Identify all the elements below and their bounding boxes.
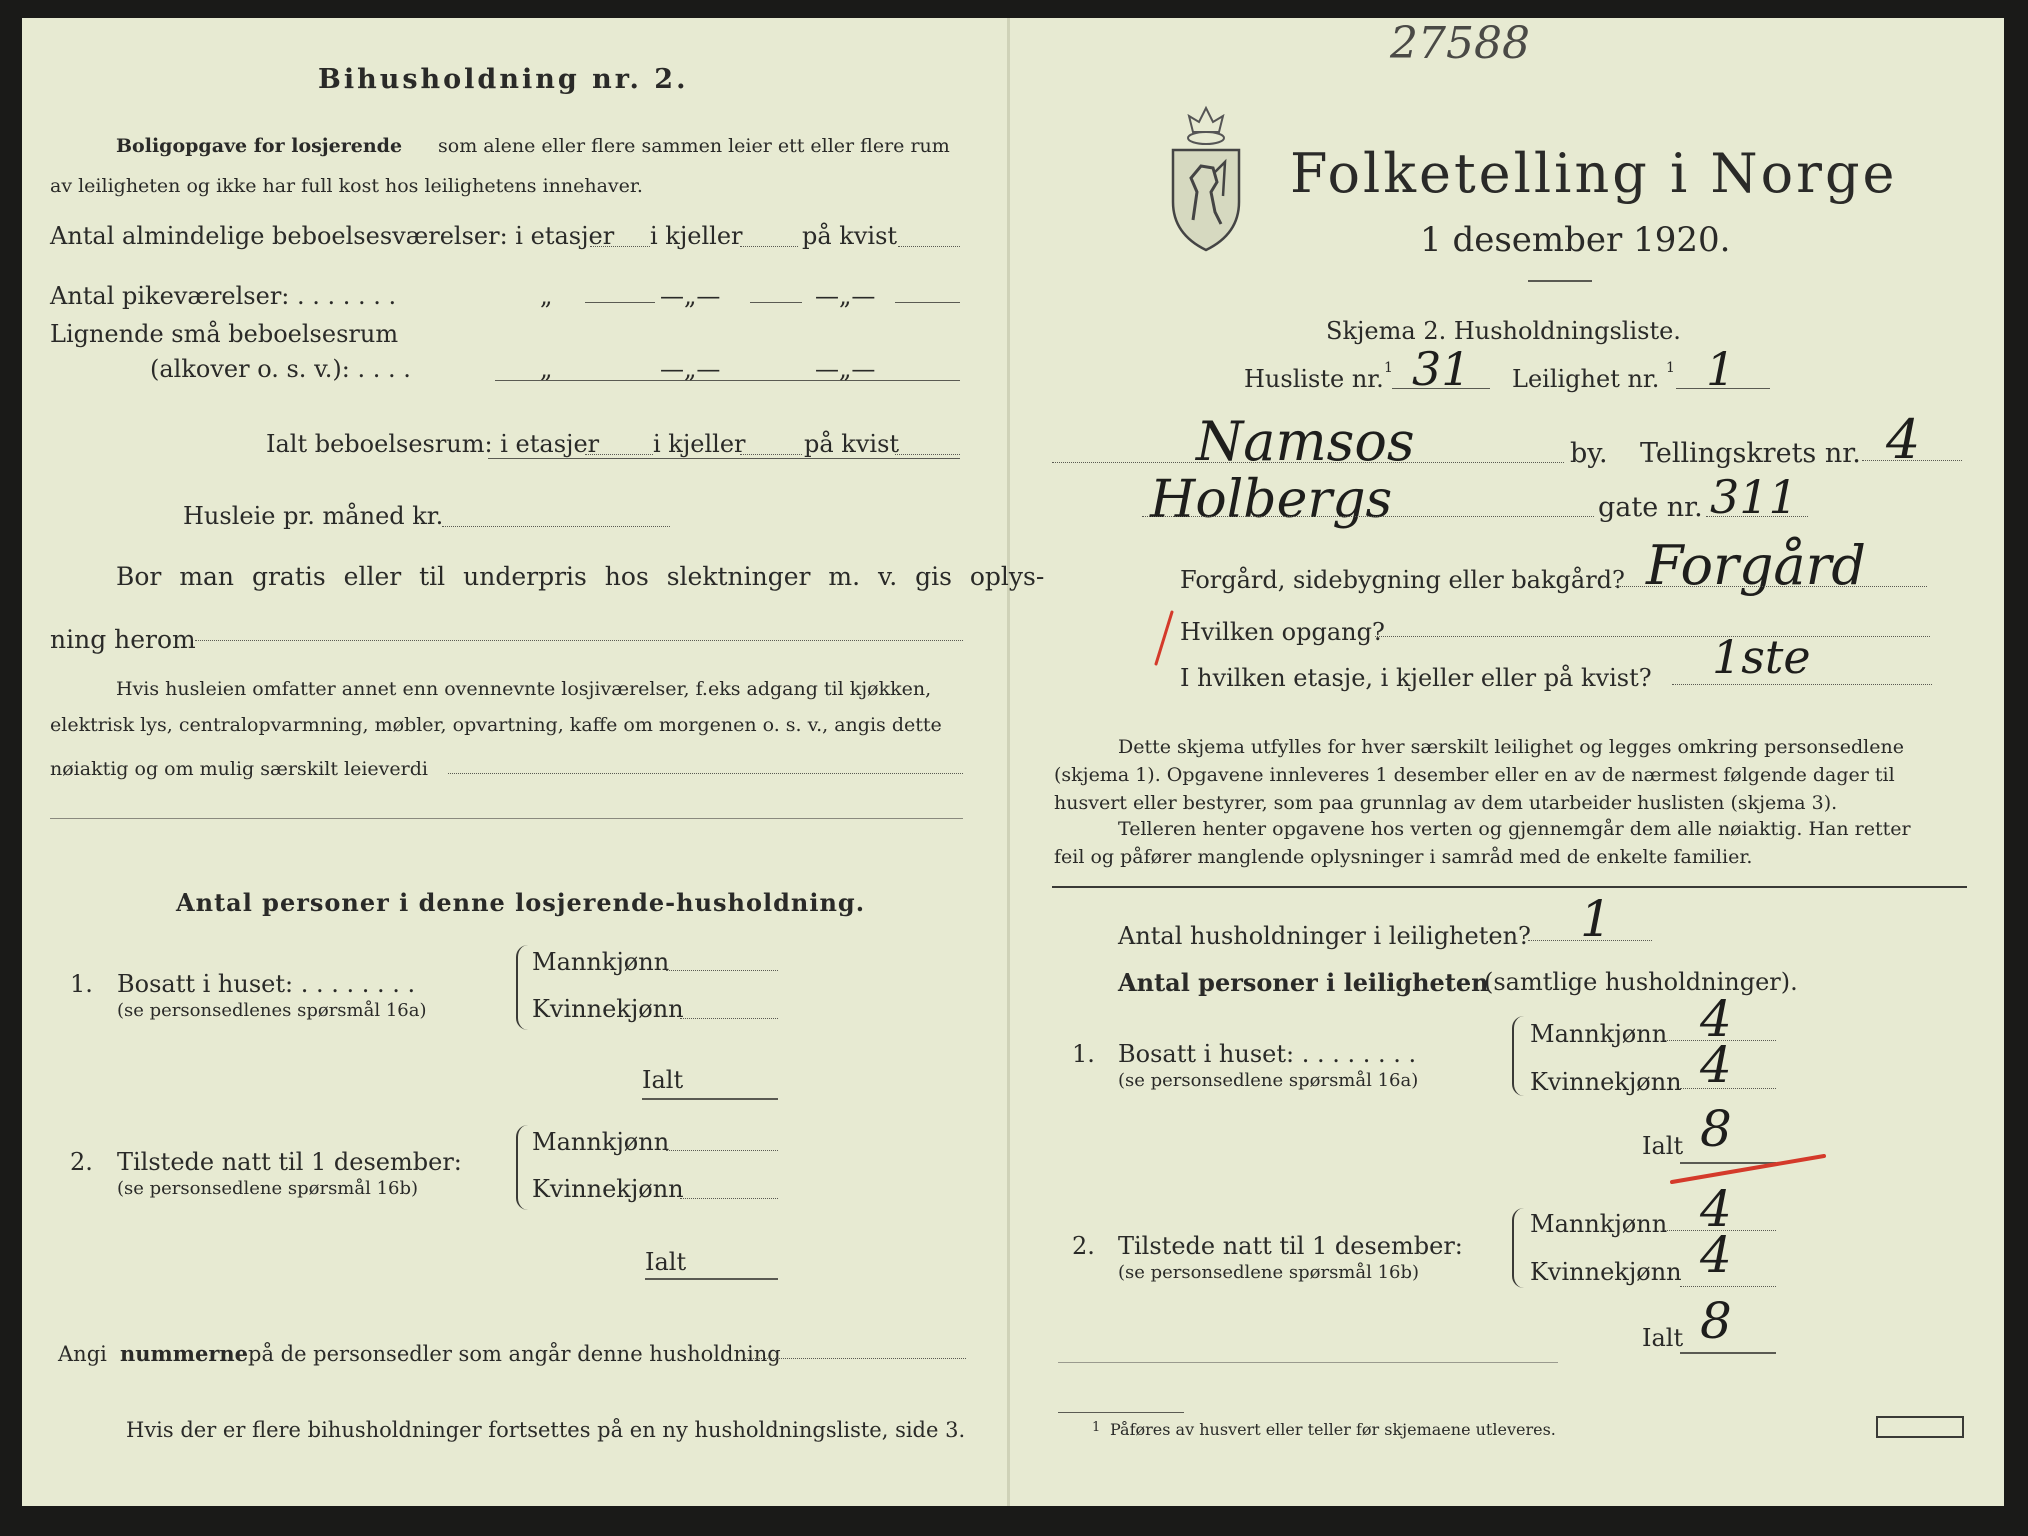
- alcove-dash-2: —„—: [815, 355, 876, 383]
- left-q2-label: Tilstede natt til 1 desember:: [117, 1148, 462, 1176]
- right-q2-female-label: Kvinnekjønn: [1530, 1258, 1682, 1286]
- rooms-cellar-line[interactable]: [740, 246, 798, 247]
- husliste-label: Husliste nr.: [1244, 365, 1384, 393]
- leieverdi-line[interactable]: [448, 773, 963, 774]
- krets-value: 4: [1886, 408, 1921, 471]
- page-fold: [1007, 18, 1010, 1506]
- left-persons-heading: Antal personer i denne losjerende-husholdning.: [176, 888, 866, 917]
- city-line[interactable]: [1052, 462, 1564, 463]
- maid-etasjer-line[interactable]: [585, 302, 655, 303]
- right-q2-brace: [1512, 1208, 1524, 1288]
- right-q1-total-value: 8: [1700, 1100, 1732, 1158]
- husliste-value: 31: [1412, 342, 1471, 396]
- right-persons-bold: Antal personer i leiligheten: [1118, 968, 1489, 997]
- gate-value: 311: [1710, 470, 1798, 524]
- left-q2-male-line[interactable]: [666, 1150, 778, 1151]
- alcove-dash-1: —„—: [660, 355, 721, 383]
- form-title: Folketelling i Norge: [1290, 142, 1898, 205]
- rooms-attic-label: på kvist: [802, 222, 898, 250]
- floor-value: 1ste: [1712, 630, 1811, 684]
- gate-label: gate nr.: [1598, 492, 1703, 523]
- left-intro-rest: som alene eller flere sammen leier ett eller flere rum: [438, 135, 950, 157]
- total-etasjer-line[interactable]: [585, 454, 653, 455]
- maid-dash-2: —„—: [815, 282, 876, 310]
- coat-of-arms-icon: [1165, 102, 1247, 252]
- right-q2-male-value: 4: [1700, 1180, 1732, 1238]
- right-lower-divider: [1058, 1362, 1558, 1363]
- right-q1-female-value: 4: [1700, 1036, 1732, 1094]
- footnote-rule: [1058, 1412, 1184, 1413]
- left-q1-sub: (se personsedlenes spørsmål 16a): [117, 1000, 427, 1021]
- right-q2-total-value: 8: [1700, 1292, 1732, 1350]
- total-attic-line[interactable]: [895, 454, 960, 455]
- left-q2-female-label: Kvinnekjønn: [532, 1175, 684, 1203]
- left-q2-sub: (se personsedlene spørsmål 16b): [117, 1178, 419, 1199]
- floor-label: I hvilken etasje, i kjeller eller på kvist?: [1180, 664, 1652, 692]
- left-q1-label: Bosatt i huset: . . . . . . . .: [117, 970, 416, 998]
- households-line[interactable]: [1528, 940, 1652, 941]
- right-q2-num: 2.: [1072, 1232, 1095, 1260]
- yard-label: Forgård, sidebygning eller bakgård?: [1180, 566, 1625, 594]
- left-q2-brace: [516, 1125, 528, 1210]
- left-q2-male-label: Mannkjønn: [532, 1128, 670, 1156]
- footnote-mark: 1: [1092, 1420, 1101, 1435]
- alcove-quote: „: [540, 355, 553, 383]
- left-intro-bold: Boligopgave for losjerende: [116, 135, 403, 157]
- street-line[interactable]: [1142, 516, 1594, 517]
- right-q2-male-label: Mannkjønn: [1530, 1210, 1668, 1238]
- rooms-etasjer-line[interactable]: [590, 246, 650, 247]
- archive-number: 27588: [1390, 18, 1530, 69]
- right-q1-female-line[interactable]: [1680, 1088, 1776, 1089]
- total-rooms-label: Ialt beboelsesrum: i etasjer: [266, 430, 600, 458]
- left-q1-female-label: Kvinnekjønn: [532, 995, 684, 1023]
- street-value: Holbergs: [1150, 470, 1393, 530]
- para-line1: Hvis husleien omfatter annet enn ovennevnte losjiværelser, f.eks adgang til kjøkken,: [116, 678, 932, 700]
- entrance-line[interactable]: [1375, 636, 1930, 637]
- left-q2-total-line[interactable]: [645, 1278, 778, 1280]
- left-q1-total-line[interactable]: [642, 1098, 778, 1100]
- yard-value: Forgård: [1646, 534, 1866, 597]
- by-label: by.: [1570, 438, 1608, 469]
- red-correction-mark-icon: [1670, 1150, 1830, 1192]
- schema-label: Skjema 2. Husholdningsliste.: [1326, 317, 1681, 345]
- krets-label: Tellingskrets nr.: [1640, 438, 1861, 469]
- left-q1-brace: [516, 945, 528, 1030]
- rooms-attic-line[interactable]: [898, 246, 960, 247]
- right-q2-total-line[interactable]: [1680, 1352, 1776, 1354]
- para-line3: nøiaktig og om mulig særskilt leieverdi: [50, 758, 428, 780]
- floor-line[interactable]: [1672, 684, 1932, 685]
- leilighet-line[interactable]: [1676, 388, 1770, 389]
- left-q1-male-line[interactable]: [666, 970, 778, 971]
- krets-line[interactable]: [1862, 460, 1962, 461]
- right-persons-rest: (samtlige husholdninger).: [1484, 968, 1798, 996]
- city-value: Namsos: [1196, 410, 1415, 473]
- total-cellar-label: i kjeller: [653, 430, 746, 458]
- right-q1-label: Bosatt i huset: . . . . . . . .: [1118, 1040, 1417, 1068]
- left-q2-total-label: Ialt: [645, 1248, 687, 1276]
- gate-line[interactable]: [1706, 516, 1808, 517]
- maid-cellar-line[interactable]: [750, 302, 802, 303]
- right-q1-total-label: Ialt: [1642, 1132, 1684, 1160]
- husliste-footnote-mark: 1: [1384, 360, 1393, 376]
- right-q1-male-label: Mannkjønn: [1530, 1020, 1668, 1048]
- footnote-text: Påføres av husvert eller teller før skjemaene utleveres.: [1110, 1420, 1556, 1439]
- leilighet-label: Leilighet nr.: [1512, 365, 1660, 393]
- free-line[interactable]: [195, 640, 963, 641]
- left-q1-male-label: Mannkjønn: [532, 948, 670, 976]
- households-value: 1: [1580, 890, 1612, 948]
- red-check-icon: [1150, 608, 1178, 668]
- husliste-line[interactable]: [1392, 388, 1490, 389]
- maid-rooms-label: Antal pikeværelser: . . . . . . .: [50, 282, 397, 310]
- right-q1-num: 1.: [1072, 1040, 1095, 1068]
- left-q2-female-line[interactable]: [680, 1198, 778, 1199]
- left-q1-num: 1.: [70, 970, 93, 998]
- rent-label: Husleie pr. måned kr.: [183, 502, 444, 530]
- alcoves-label: (alkover o. s. v.): . . . .: [150, 355, 411, 383]
- total-cellar-line[interactable]: [740, 454, 802, 455]
- left-q1-total-label: Ialt: [642, 1066, 684, 1094]
- similar-rooms-label: Lignende små beboelsesrum: [50, 320, 399, 348]
- right-q2-total-label: Ialt: [1642, 1324, 1684, 1352]
- right-q2-female-line[interactable]: [1680, 1286, 1776, 1287]
- right-para2-line2: feil og påfører manglende oplysninger i samråd med de enkelte familier.: [1054, 846, 1753, 868]
- para-line2: elektrisk lys, centralopvarmning, møbler, opvartning, kaffe om morgenen o. s. v., angis dette: [50, 714, 942, 736]
- form-date: 1 desember 1920.: [1420, 220, 1731, 260]
- left-divider: [50, 818, 963, 819]
- angi-pre: Angi: [58, 1342, 107, 1366]
- rooms-label: Antal almindelige beboelsesværelser: i etasjer: [50, 222, 615, 250]
- right-q1-female-label: Kvinnekjønn: [1530, 1068, 1682, 1096]
- printer-stamp: [1876, 1416, 1964, 1438]
- right-para1-line2: (skjema 1). Opgavene innleveres 1 desember eller en av de nærmest følgende dager til: [1054, 764, 1895, 786]
- right-q2-female-value: 4: [1700, 1226, 1732, 1284]
- right-para1-line1: Dette skjema utfylles for hver særskilt leilighet og legges omkring personsedlene: [1118, 736, 1904, 758]
- right-q1-brace: [1512, 1016, 1524, 1096]
- entrance-label: Hvilken opgang?: [1180, 618, 1385, 646]
- left-intro-line2: av leiligheten og ikke har full kost hos leilighetens innehaver.: [50, 175, 643, 197]
- maid-quote: „: [540, 282, 553, 310]
- right-q2-label: Tilstede natt til 1 desember:: [1118, 1232, 1463, 1260]
- free-line1: Bor man gratis eller til underpris hos slektninger m. v. gis oplys-: [116, 562, 1045, 591]
- total-attic-label: på kvist: [804, 430, 900, 458]
- maid-dash-1: —„—: [660, 282, 721, 310]
- total-underline: [488, 458, 960, 459]
- rent-line[interactable]: [442, 526, 670, 527]
- free-line2: ning herom: [50, 625, 196, 654]
- left-q2-num: 2.: [70, 1148, 93, 1176]
- alcove-line[interactable]: [495, 380, 960, 381]
- left-title: Bihusholdning nr. 2.: [318, 64, 689, 95]
- title-rule: [1528, 280, 1592, 282]
- right-q1-male-value: 4: [1700, 990, 1732, 1048]
- left-q1-female-line[interactable]: [680, 1018, 778, 1019]
- maid-attic-line[interactable]: [895, 302, 960, 303]
- angi-rest: på de personsedler som angår denne husholdning: [248, 1342, 781, 1366]
- left-footer: Hvis der er flere bihusholdninger fortsettes på en ny husholdningsliste, side 3.: [126, 1418, 966, 1442]
- right-q1-sub: (se personsedlene spørsmål 16a): [1118, 1070, 1419, 1091]
- right-q2-sub: (se personsedlene spørsmål 16b): [1118, 1262, 1420, 1283]
- right-divider: [1052, 886, 1967, 888]
- angi-line[interactable]: [744, 1358, 966, 1359]
- leilighet-value: 1: [1706, 342, 1736, 396]
- households-label: Antal husholdninger i leiligheten?: [1118, 922, 1531, 950]
- yard-line[interactable]: [1615, 586, 1927, 587]
- rooms-cellar-label: i kjeller: [650, 222, 743, 250]
- angi-bold: nummerne: [120, 1341, 249, 1366]
- right-para1-line3: husvert eller bestyrer, som paa grunnlag av dem utarbeider huslisten (skjema 3).: [1054, 792, 1838, 814]
- right-para2-line1: Telleren henter opgavene hos verten og gjennemgår dem alle nøiaktig. Han retter: [1118, 818, 1911, 840]
- leilighet-footnote-mark: 1: [1666, 360, 1675, 376]
